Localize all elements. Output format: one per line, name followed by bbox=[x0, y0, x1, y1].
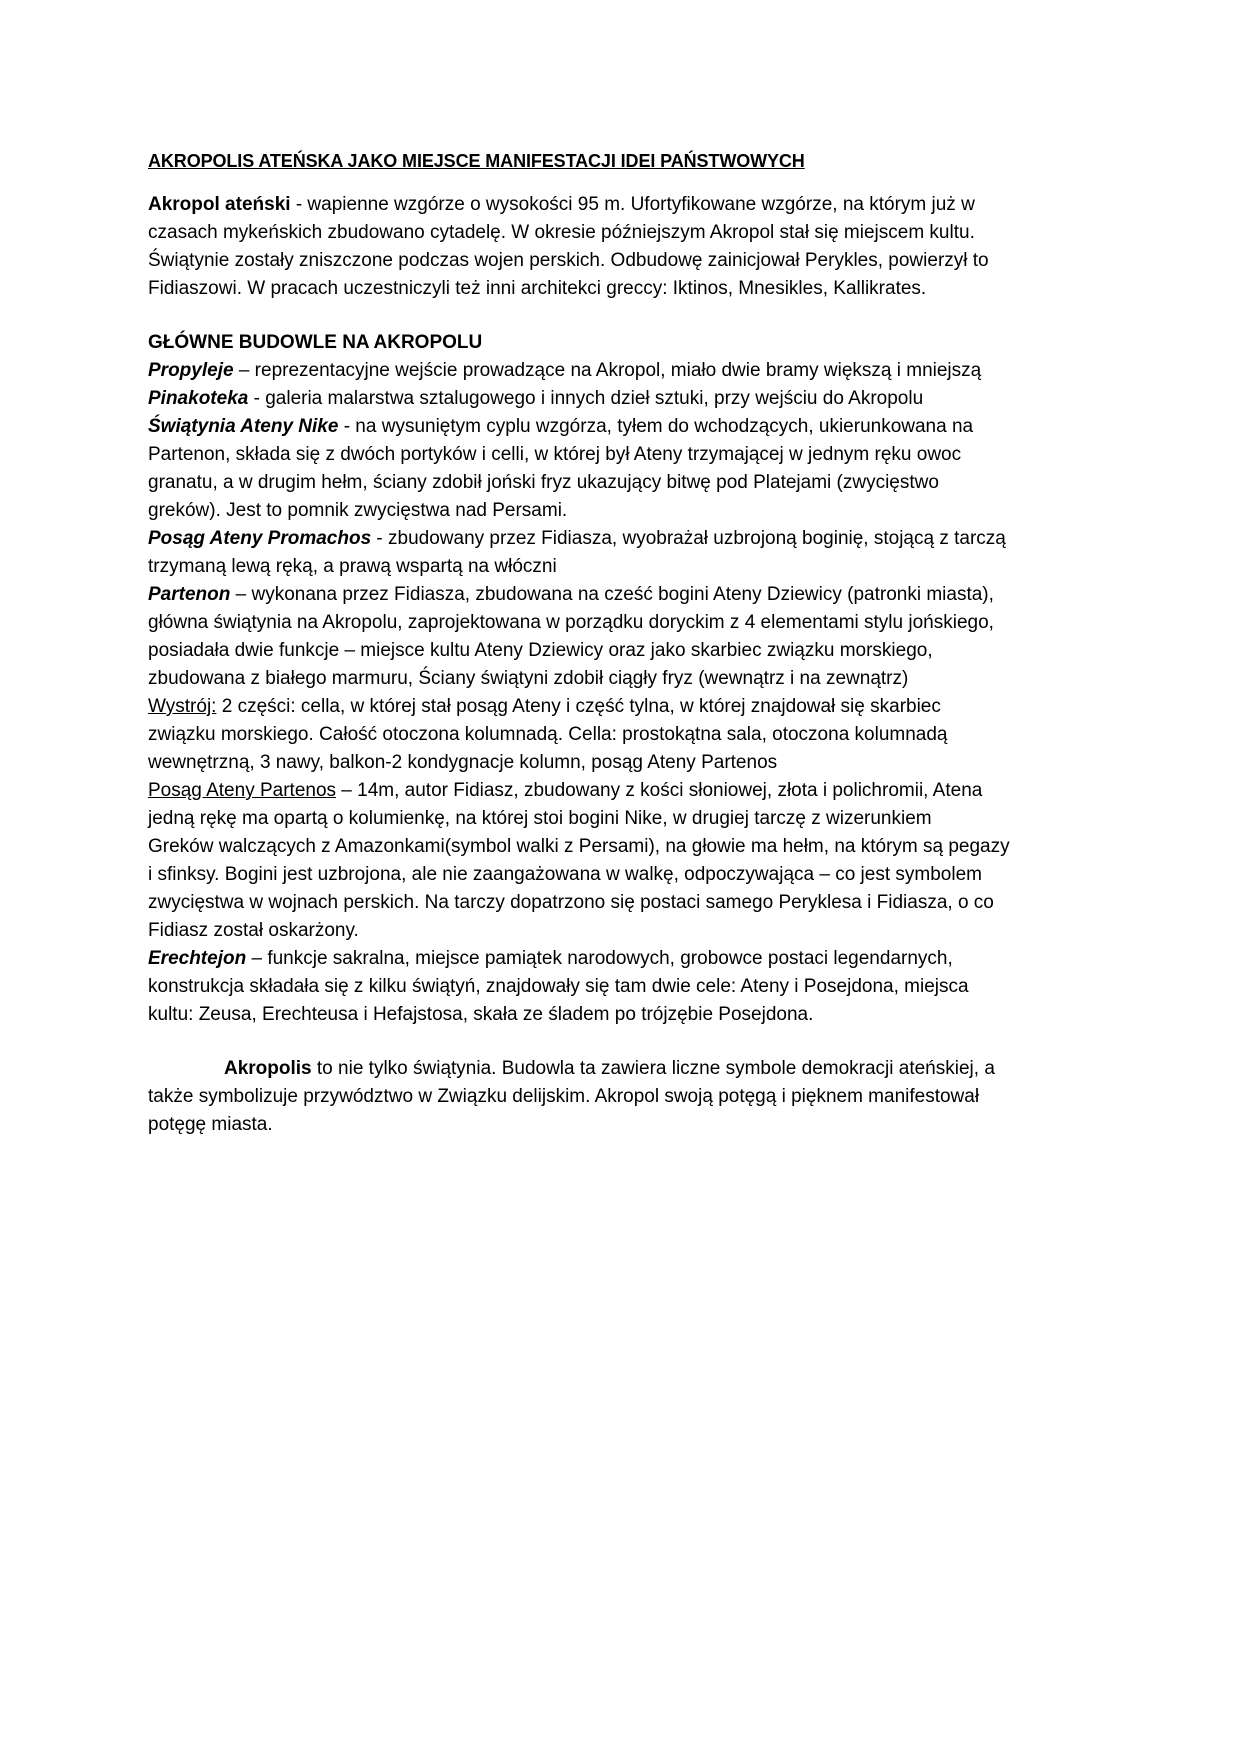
wystroj-line-1: 2 części: cella, w której stał posąg Ateny i część tylna, w której znajdował się skarbiec bbox=[216, 696, 941, 717]
partenos-line-2: jedną rękę ma opartą o kolumienkę, na której stoi bogini Nike, w drugiej tarczę z wizerunkiem bbox=[148, 808, 932, 829]
conclusion-line-3: potęgę miasta. bbox=[148, 1114, 273, 1135]
wystroj-line-3: wewnętrzną, 3 nawy, balkon-2 kondygnacje kolumn, posąg Ateny Partenos bbox=[148, 752, 778, 773]
promachos-line-2: trzymaną lewą ręką, a prawą wspartą na włóczni bbox=[148, 556, 557, 577]
intro-term: Akropol ateński bbox=[148, 194, 291, 215]
nike-line-1: - na wysuniętym cyplu wzgórza, tyłem do wchodzących, ukierunkowana na bbox=[338, 416, 974, 437]
spacer bbox=[148, 1029, 1098, 1055]
nike-line-3: granatu, a w drugim hełm, ściany zdobił joński fryz ukazujący bitwę pod Platejami (zwycięstwo bbox=[148, 472, 939, 493]
partenos-entry bbox=[148, 777, 1098, 945]
pinakoteka-line-1: - galeria malarstwa sztalugowego i innych dzieł sztuki, przy wejściu do Akropolu bbox=[248, 388, 924, 409]
nike-entry bbox=[148, 413, 1098, 525]
partenon-line-4: zbudowana z białego marmuru, Ściany świątyni zdobił ciągły fryz (wewnątrz i na zewnątrz) bbox=[148, 668, 909, 689]
partenos-line-3: Greków walczących z Amazonkami(symbol walki z Persami), na głowie ma hełm, na którym są pegazy bbox=[148, 836, 1010, 857]
intro-line-4: Fidiaszowi. W pracach uczestniczyli też inni architekci greccy: Iktinos, Mnesikles, Kallikrates. bbox=[148, 278, 927, 299]
nike-line-2: Partenon, składa się z dwóch portyków i celli, w której był Ateny trzymającej w jednym ręku owoc bbox=[148, 444, 962, 465]
partenos-line-1: – 14m, autor Fidiasz, zbudowany z kości słoniowej, złota i polichromii, Atena bbox=[336, 780, 983, 801]
wystroj-term: Wystrój: bbox=[148, 696, 217, 717]
partenon-line-1: – wykonana przez Fidiasza, zbudowana na cześć bogini Ateny Dziewicy (patronki miasta), bbox=[230, 584, 994, 605]
erechtejon-term: Erechtejon bbox=[148, 948, 247, 969]
partenos-line-6: Fidiasz został oskarżony. bbox=[148, 920, 359, 941]
partenon-entry bbox=[148, 581, 1098, 693]
erechtejon-line-2: konstrukcja składała się z kilku świątyń, znajdowały się tam dwie cele: Ateny i Posejdona, miejsca bbox=[148, 976, 969, 997]
partenos-line-4: i sfinksy. Bogini jest uzbrojona, ale nie zaangażowana w walkę, odpoczywająca – co jest symbolem bbox=[148, 864, 982, 885]
propyleje-entry bbox=[148, 357, 1098, 385]
intro-line-1: - wapienne wzgórze o wysokości 95 m. Ufortyfikowane wzgórze, na którym już w bbox=[290, 194, 975, 215]
wystroj-line-2: związku morskiego. Całość otoczona kolumnadą. Cella: prostokątna sala, otoczona kolumnadą bbox=[148, 724, 948, 745]
partenos-line-5: zwycięstwa w wojnach perskich. Na tarczy dopatrzono się postaci samego Peryklesa i Fidiasza, o co bbox=[148, 892, 994, 913]
nike-line-4: greków). Jest to pomnik zwycięstwa nad Persami. bbox=[148, 500, 568, 521]
erechtejon-entry bbox=[148, 945, 1098, 1029]
promachos-term: Posąg Ateny Promachos bbox=[148, 528, 372, 549]
promachos-entry bbox=[148, 525, 1098, 581]
erechtejon-line-1: – funkcje sakralna, miejsce pamiątek narodowych, grobowce postaci legendarnych, bbox=[246, 948, 953, 969]
conclusion-paragraph bbox=[148, 1055, 1098, 1139]
document-page bbox=[148, 149, 1098, 1139]
nike-term: Świątynia Ateny Nike bbox=[148, 416, 339, 437]
partenon-line-3: posiadała dwie funkcje – miejsce kultu Ateny Dziewicy oraz jako skarbiec związku morskiego, bbox=[148, 640, 933, 661]
intro-line-3: Świątynie zostały zniszczone podczas wojen perskich. Odbudowę zainicjował Perykles, powierzył to bbox=[148, 250, 989, 271]
document-title: AKROPOLIS ATEŃSKA JAKO MIEJSCE MANIFESTACJI IDEI PAŃSTWOWYCH bbox=[148, 151, 805, 171]
erechtejon-line-3: kultu: Zeusa, Erechteusa i Hefajstosa, skała ze śladem po trójzębie Posejdona. bbox=[148, 1004, 814, 1025]
pinakoteka-term: Pinakoteka bbox=[148, 388, 249, 409]
propyleje-line-1: – reprezentacyjne wejście prowadzące na Akropol, miało dwie bramy większą i mniejszą bbox=[233, 360, 982, 381]
conclusion-term: Akropolis bbox=[224, 1058, 312, 1079]
section-heading: GŁÓWNE BUDOWLE NA AKROPOLU bbox=[148, 332, 483, 353]
propyleje-term: Propyleje bbox=[148, 360, 234, 381]
partenon-line-2: główna świątynia na Akropolu, zaprojektowana w porządku doryckim z 4 elementami stylu jońskiego, bbox=[148, 612, 994, 633]
conclusion-line-2: także symbolizuje przywództwo w Związku delijskim. Akropol swoją potęgą i pięknem manifestował bbox=[148, 1086, 980, 1107]
pinakoteka-entry bbox=[148, 385, 1098, 413]
conclusion-line-1: to nie tylko świątynia. Budowla ta zawiera liczne symbole demokracji ateńskiej, a bbox=[311, 1058, 995, 1079]
intro-paragraph bbox=[148, 191, 1098, 303]
partenon-term: Partenon bbox=[148, 584, 231, 605]
wystroj-entry bbox=[148, 693, 1098, 777]
partenos-term: Posąg Ateny Partenos bbox=[148, 780, 337, 801]
intro-line-2: czasach mykeńskich zbudowano cytadelę. W okresie późniejszym Akropol stał się miejscem kultu. bbox=[148, 222, 975, 243]
spacer bbox=[148, 303, 1098, 329]
promachos-line-1: - zbudowany przez Fidiasza, wyobrażał uzbrojoną boginię, stojącą z tarczą bbox=[371, 528, 1006, 549]
